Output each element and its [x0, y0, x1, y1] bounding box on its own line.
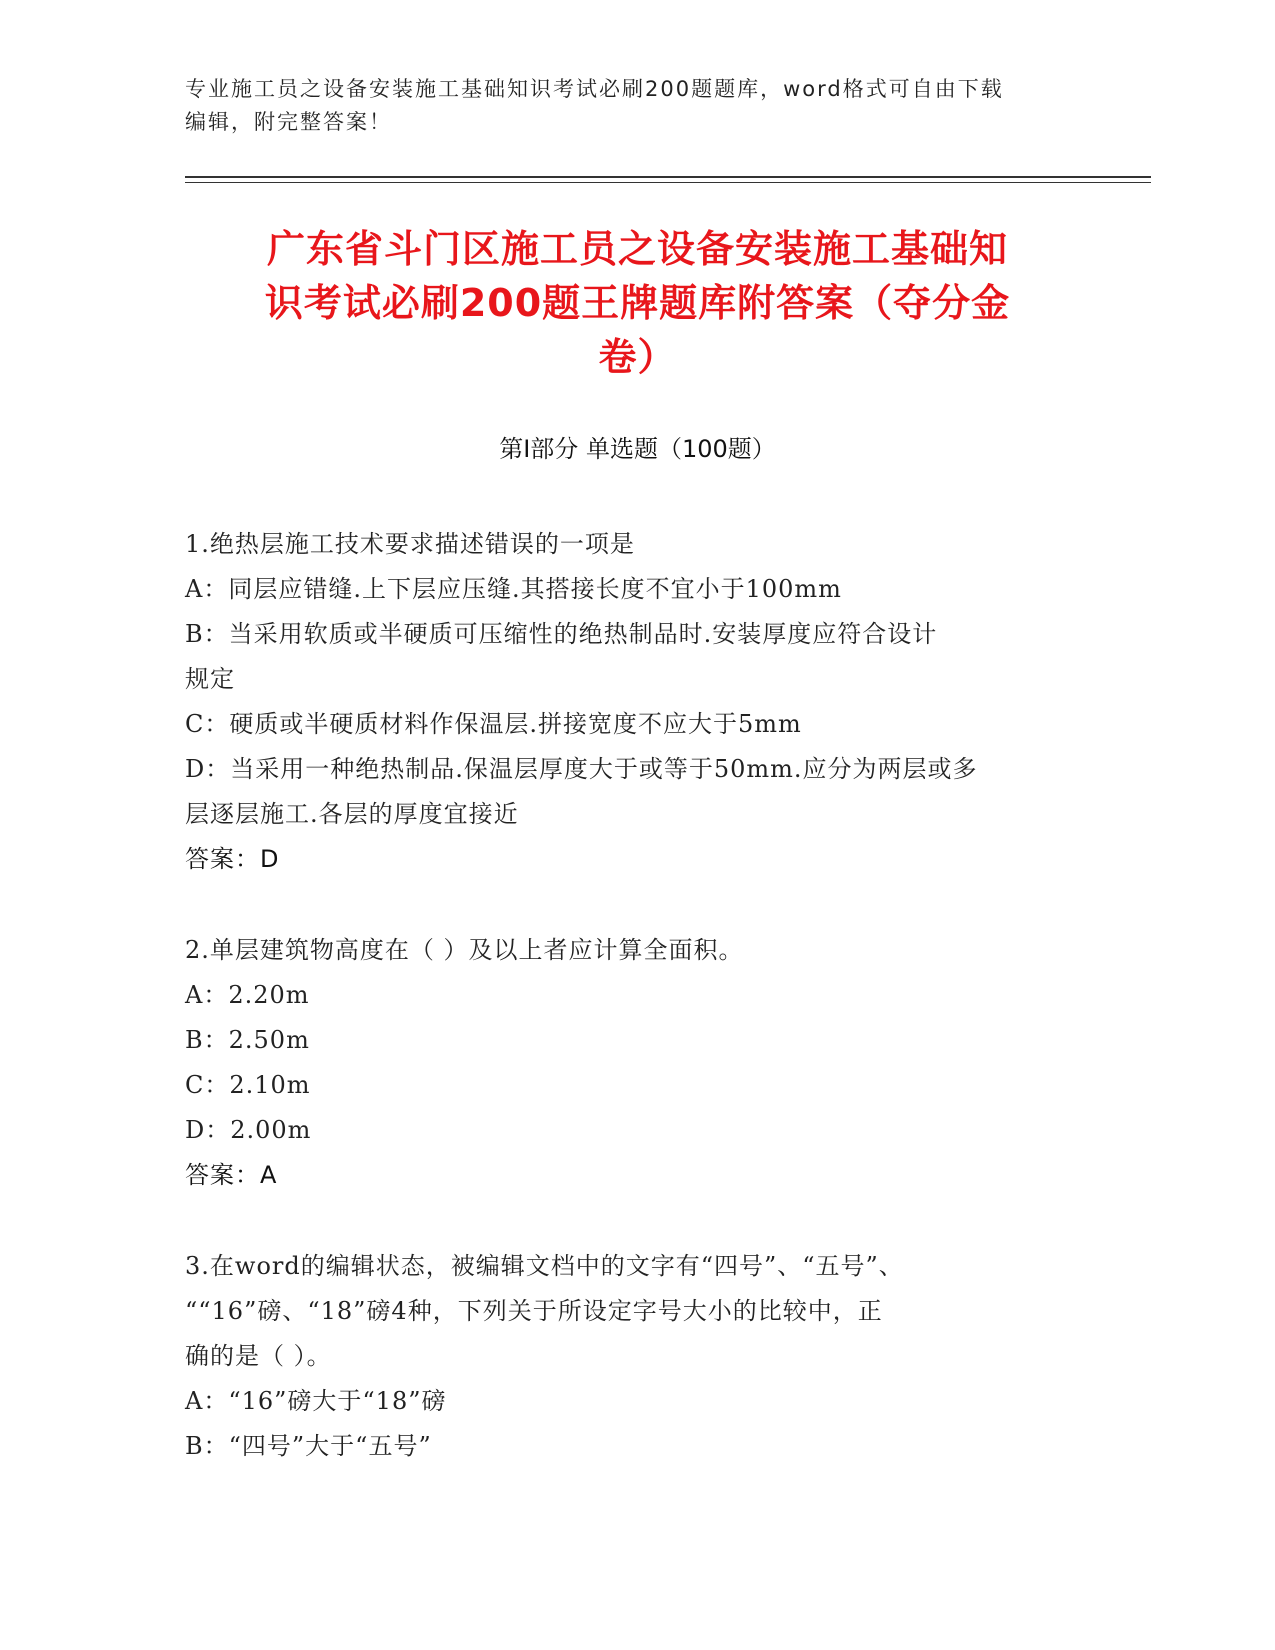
- question-option: A：同层应错缝.上下层应压缝.其搭接长度不宜小于100mm: [185, 575, 842, 603]
- header-divider-thick: [185, 176, 1151, 178]
- document-title: [185, 222, 1090, 384]
- title-line-3: 卷）: [598, 335, 677, 379]
- header-divider-thin: [185, 182, 1151, 183]
- question-answer: 答案：D: [185, 845, 280, 873]
- header-note-line-1: 专业施工员之设备安装施工基础知识考试必刷200题题库，word格式可自由下载: [185, 77, 1004, 101]
- question-stem-line: 1.绝热层施工技术要求描述错误的一项是: [185, 530, 635, 558]
- header-note-line-2: 编辑，附完整答案！: [185, 110, 392, 134]
- question-stem-line: 3.在word的编辑状态，被编辑文档中的文字有“四号”、“五号”、: [185, 1252, 904, 1280]
- question-option: A：2.20m: [185, 981, 310, 1009]
- question-option: C：2.10m: [185, 1071, 311, 1099]
- question-3: [185, 1244, 1085, 1469]
- question-stem-line: 2.单层建筑物高度在（ ）及以上者应计算全面积。: [185, 936, 744, 964]
- section-heading: 第Ⅰ部分 单选题（100题）: [499, 435, 776, 463]
- question-option: D：2.00m: [185, 1116, 312, 1144]
- question-option: A：“16”磅大于“18”磅: [185, 1387, 447, 1415]
- question-1: [185, 522, 1085, 882]
- question-option: D：当采用一种绝热制品.保温层厚度大于或等于50mm.应分为两层或多: [185, 755, 978, 783]
- header-note: [185, 73, 1065, 139]
- question-option: 层逐层施工.各层的厚度宜接近: [185, 800, 519, 828]
- question-answer: 答案：A: [185, 1161, 278, 1189]
- question-option: 规定: [185, 665, 235, 693]
- title-line-1: 广东省斗门区施工员之设备安装施工基础知: [266, 227, 1008, 271]
- title-line-2: 识考试必刷200题王牌题库附答案（夺分金: [264, 281, 1011, 325]
- question-2: [185, 928, 1085, 1198]
- question-option: B：当采用软质或半硬质可压缩性的绝热制品时.安装厚度应符合设计: [185, 620, 938, 648]
- question-option: B：2.50m: [185, 1026, 310, 1054]
- question-stem-line: 确的是（ ）。: [185, 1342, 332, 1370]
- question-stem-line: ““16”磅、“18”磅4种，下列关于所设定字号大小的比较中，正: [185, 1297, 883, 1325]
- question-list: [185, 522, 1085, 1515]
- question-option: C：硬质或半硬质材料作保温层.拼接宽度不应大于5mm: [185, 710, 802, 738]
- question-option: B：“四号”大于“五号”: [185, 1432, 432, 1460]
